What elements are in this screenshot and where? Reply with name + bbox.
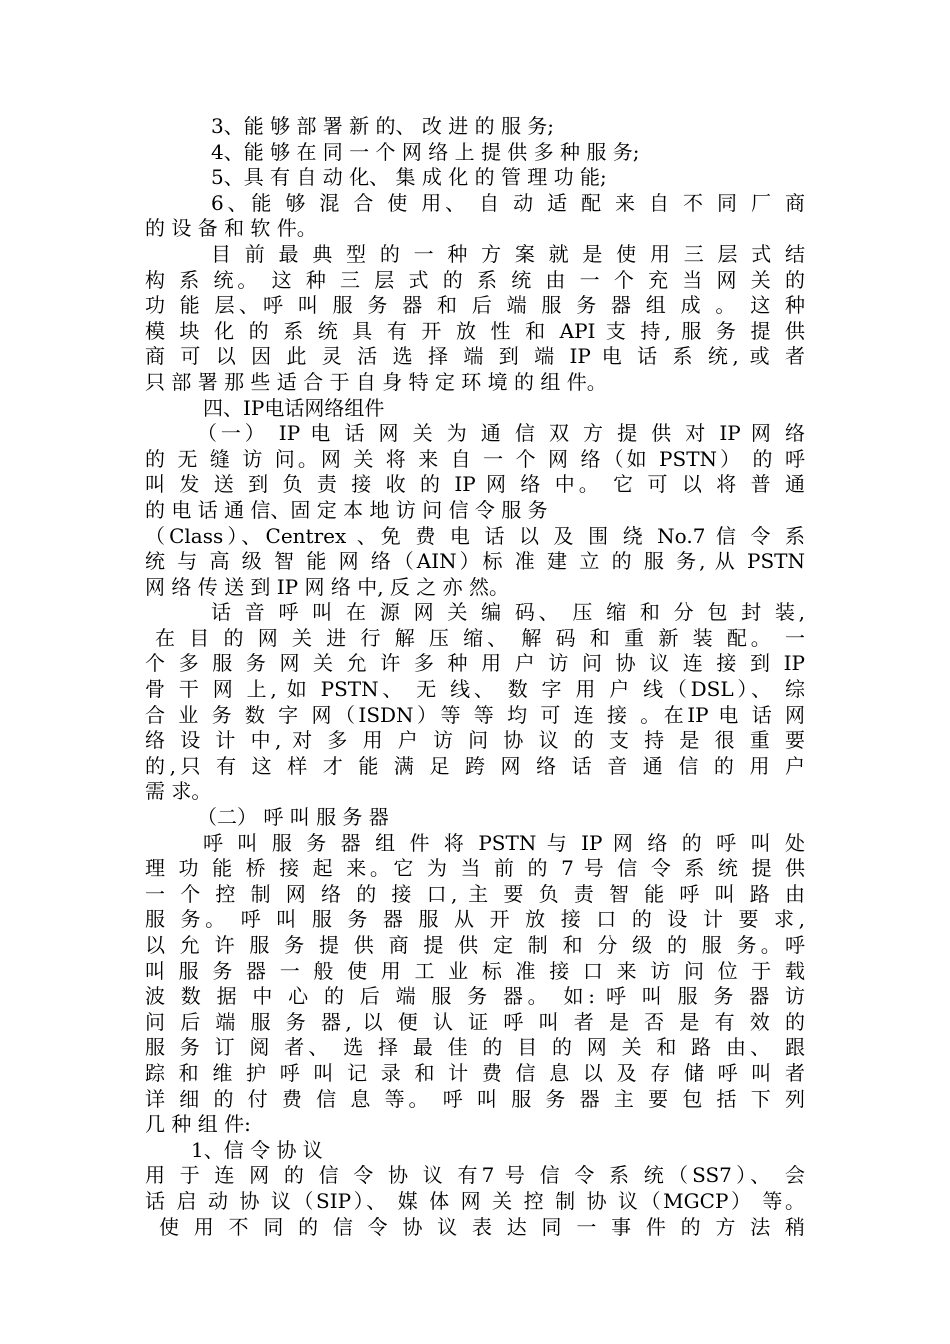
- text-line: 骨 干 网 上, 如 PSTN、 无 线、 数 字 用 户 线（DSL）、 综: [145, 677, 805, 702]
- text-line: 4、能 够 在 同 一 个 网 络 上 提 供 多 种 服 务;: [211, 139, 640, 164]
- text-line: （Class）、Centrex 、免 费 电 话 以 及 围 绕 No.7 信 令 系: [145, 523, 805, 548]
- text-line: 呼 叫 服 务 器 组 件 将 PSTN 与 IP 网 络 的 呼 叫 处: [203, 830, 805, 855]
- text-line: 用 于 连 网 的 信 令 协 议 有7 号 信 令 系 统（SS7）、 会: [145, 1163, 805, 1188]
- text-line: 6、能 够 混 合 使 用、 自 动 适 配 来 自 不 同 厂 商: [211, 190, 805, 215]
- text-line: 的 电 话 通 信、固 定 本 地 访 问 信 令 服 务: [145, 497, 548, 522]
- text-line: 统 与 高 级 智 能 网 络（AIN）标 准 建 立 的 服 务, 从 PSTN: [145, 549, 805, 574]
- text-line: 踪 和 维 护 呼 叫 记 录 和 计 费 信 息 以 及 存 储 呼 叫 者: [145, 1060, 805, 1085]
- text-line: 的 设 备 和 软 件。: [145, 216, 317, 241]
- text-line: 功 能 层、呼 叫 服 务 器 和 后 端 服 务 器 组 成 。 这 种: [145, 293, 805, 318]
- text-line: 以 允 许 服 务 提 供 商 提 供 定 制 和 分 级 的 服 务。呼: [145, 933, 805, 957]
- text-line: 合 业 务 数 字 网（ISDN）等 等 均 可 连 接 。在IP 电 话 网: [145, 702, 805, 727]
- text-line: 叫 服 务 器 一 般 使 用 工 业 标 准 接 口 来 访 问 位 于 载: [145, 958, 805, 983]
- text-line: （一） IP 电 话 网 关 为 通 信 双 方 提 供 对 IP 网 络: [197, 421, 805, 446]
- text-line: 理 功 能 桥 接 起 来。它 为 当 前 的 7 号 信 令 系 统 提 供: [145, 856, 805, 881]
- text-line: 一 个 控 制 网 络 的 接 口, 主 要 负 责 智 能 呼 叫 路 由: [145, 881, 805, 906]
- text-line: 几 种 组 件:: [145, 1112, 251, 1137]
- text-line: 目 前 最 典 型 的 一 种 方 案 就 是 使 用 三 层 式 结: [211, 241, 805, 266]
- text-line: 网 络 传 送 到 IP 网 络 中, 反 之 亦 然。: [145, 574, 510, 599]
- text-line: 的,只 有 这 样 才 能 满 足 跨 网 络 话 音 通 信 的 用 户: [145, 753, 805, 778]
- subsection-heading: （二） 呼 叫 服 务 器: [197, 805, 389, 830]
- text-line: 波 数 据 中 心 的 后 端 服 务 器。 如: 呼 叫 服 务 器 访: [145, 984, 805, 1009]
- text-line: 使 用 不 同 的 信 令 协 议 表 达 同 一 事 件 的 方 法 稍: [159, 1214, 805, 1239]
- text-line: 只 部 署 那 些 适 合 于 自 身 特 定 环 境 的 组 件。: [145, 369, 607, 394]
- text-line: 服 务。 呼 叫 服 务 器 服 从 开 放 接 口 的 设 计 要 求,: [145, 907, 805, 932]
- text-line: 模 块 化 的 系 统 具 有 开 放 性 和 API 支 持, 服 务 提 供: [145, 318, 805, 343]
- text-line: 在 目 的 网 关 进 行 解 压 缩、 解 码 和 重 新 装 配。 一: [155, 625, 805, 650]
- text-line: 问 后 端 服 务 器, 以 便 认 证 呼 叫 者 是 否 是 有 效 的: [145, 1009, 805, 1034]
- text-line: 5、具 有 自 动 化、 集 成 化 的 管 理 功 能;: [211, 165, 607, 190]
- text-line: 叫 发 送 到 负 责 接 收 的 IP 网 络 中。 它 可 以 将 普 通: [145, 472, 805, 497]
- text-line: 络 设 计 中, 对 多 用 户 访 问 协 议 的 支 持 是 很 重 要: [145, 728, 805, 753]
- text-line: 详 细 的 付 费 信 息 等。 呼 叫 服 务 器 主 要 包 括 下 列: [145, 1086, 805, 1111]
- text-line: 话 音 呼 叫 在 源 网 关 编 码、 压 缩 和 分 包 封 装,: [211, 600, 805, 625]
- text-line: 商 可 以 因 此 灵 活 选 择 端 到 端 IP 电 话 系 统, 或 者: [145, 344, 805, 369]
- text-line: 个 多 服 务 网 关 允 许 多 种 用 户 访 问 协 议 连 接 到 IP: [145, 651, 805, 676]
- subsection-heading: 1、信 令 协 议: [191, 1137, 323, 1162]
- text-line: 构 系 统。 这 种 三 层 式 的 系 统 由 一 个 充 当 网 关 的: [145, 267, 805, 292]
- document-page: [145, 114, 805, 1240]
- text-line: 的 无 缝 访 问。网 关 将 来 自 一 个 网 络（如 PSTN） 的 呼: [145, 446, 805, 471]
- text-line: 需 求。: [145, 779, 212, 804]
- text-line: 服 务 订 阅 者、 选 择 最 佳 的 目 的 网 关 和 路 由、 跟: [145, 1035, 805, 1060]
- text-line: 3、能 够 部 署 新 的、 改 进 的 服 务;: [211, 114, 555, 138]
- text-line: 话 启 动 协 议（SIP）、 媒 体 网 关 控 制 协 议（MGCP） 等。: [145, 1188, 805, 1213]
- section-heading: 四、IP电话网络组件: [203, 395, 385, 420]
